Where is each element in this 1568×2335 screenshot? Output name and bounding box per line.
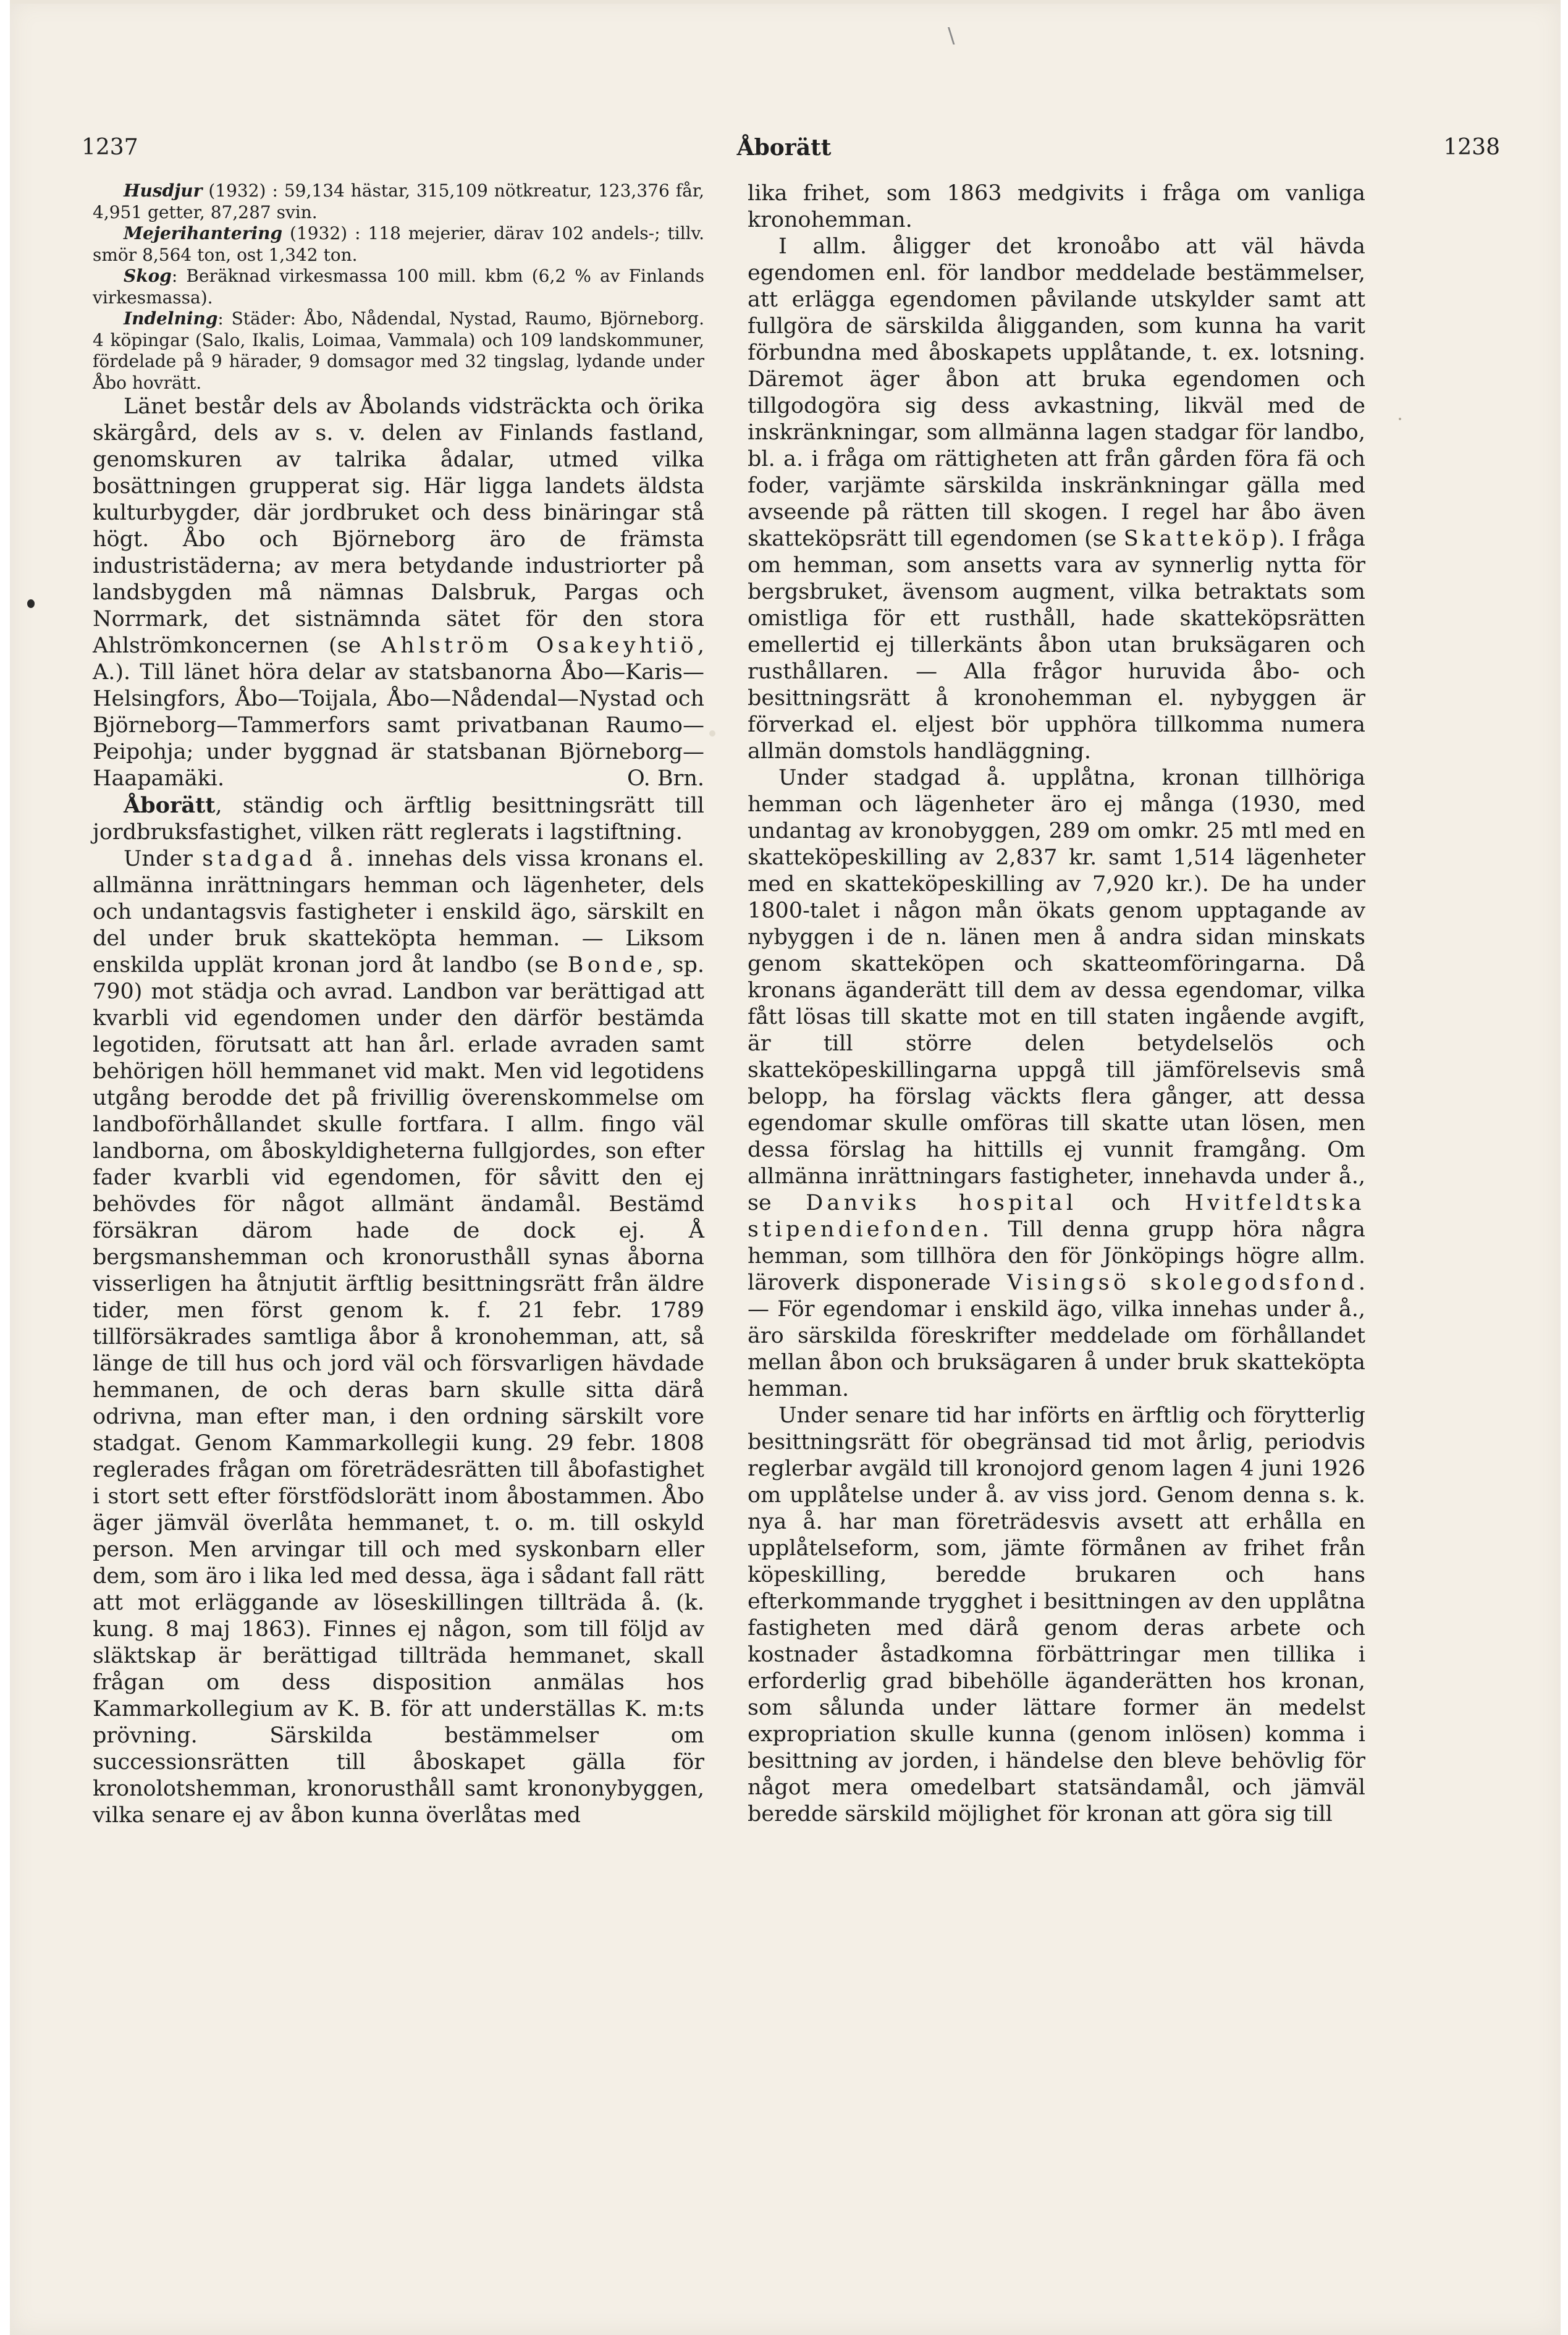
stat-text: : Beräknad virkesmassa 100 mill. kbm (6,2 % av Finlands virkesmassa). bbox=[93, 266, 704, 308]
page-number-right: 1238 bbox=[1443, 135, 1500, 160]
text-run: . — För egendomar i enskild ägo, vilka innehas under å., äro särskilda föreskrifter meddelade om förhållandet mellan åbon och bruksägaren å under bruk skatteköpta hemman. bbox=[748, 1270, 1365, 1401]
text-run: Under stadgad å. upplåtna, kronan tillhöriga hemman och lägenheter äro ej många (1930, med undantag av kronobyggen, 289 om omkr. 25 mtl med en skatteköpeskilling av 2,837 kr. samt 1,514 lägenheter med en skatteköpeskilling av 7,920 kr.). De ha under 1800-talet i någon mån ökats genom upptagande av nybyggen i de n. länen men å andra sidan minskats genom skatteköpen och skatteomföringarna. Då kronans äganderätt till dem av dessa egendomar, vilka fått lösas till skatte mot en till staten ingående avgift, är till större delen betydelselös och skatteköpeskillingarna uppgå till jämförelsevis små belopp, ha förslag väckts flera gånger, att dessa egendomar skulle omföras till skatte utan lösen, men dessa förslag ha hittills ej vunnit framgång. Om allmänna inrättningars fastigheter, innehavda under å., se bbox=[748, 766, 1365, 1215]
stat-term: Husdjur bbox=[124, 180, 203, 201]
text-run: och bbox=[1077, 1191, 1185, 1215]
paragraph-new-tenure: Under senare tid har införts en ärftlig och förytterlig besittningsrätt för obegränsad tid mot årlig, periodvis reglerbar avgäld till kronojord genom lagen 4 juni 1926 om upplåtelse under å. av viss jord. Genom denna s. k. nya å. har man företrädesvis avsett att erhålla en upplåtelseform, som, jämte förmånen av frihet från köpeskilling, beredde brukaren och hans efterkommande trygghet i besittningen av den upplåtna fastigheten med därå genom deras arbete och kostnader åstadkomna förbättringar men tillika i erforderlig grad bibehölle äganderätten hos kronan, som sålunda under lättare former än medelst expropriation skulle kunna (genom inlösen) komma i besittning av jorden, i händelse den bleve behövlig för något mera omedelbart statsändamål, och jämväl beredde särskild möjlighet för kronan att göra sig till bbox=[748, 1403, 1365, 1826]
stat-entry bbox=[93, 308, 704, 394]
stat-term: Skog bbox=[124, 266, 172, 286]
page-top-edge bbox=[10, 0, 1561, 4]
stat-term: Mejerihantering bbox=[124, 223, 283, 243]
entry-headword-paragraph bbox=[93, 792, 704, 846]
paragraph-stadgad bbox=[93, 846, 704, 1829]
cross-reference-danviks: Danviks hospital bbox=[806, 1191, 1077, 1215]
statistics-block bbox=[93, 180, 704, 394]
text-run: ). I fråga om hemman, som ansetts vara av synnerlig nytta för bergsbruket, ävensom augment, vilka betraktats som omistliga för ett rusthåll, hade skatteköpsrätten emellertid ej tillerkänts åbon utan bruksägaren och rusthållaren. — Alla frågor huruvida åbo- och besittningsrätt å kronohemman el. nybyggen är förverkad el. eljest bör upphöra tillkomma numera allmän domstols handläggning. bbox=[748, 526, 1365, 764]
stat-text: : Städer: Åbo, Nådendal, Nystad, Raumo, Björneborg. 4 köpingar (Salo, Ikalis, Loimaa, Vammala) och 109 landskommuner, fördelade på 9 härader, 9 domsagor med 32 tingslag, lydande under Åbo hovrätt. bbox=[93, 308, 704, 393]
page-number-left: 1237 bbox=[82, 135, 138, 160]
text-run: , ständig och ärftlig besittningsrätt till jordbruksfastighet, vilken rätt reglerats i lagstiftning. bbox=[93, 793, 704, 845]
headword: Åborätt bbox=[124, 793, 216, 818]
paragraph-crown-holdings bbox=[748, 765, 1365, 1403]
paper-speck bbox=[1399, 418, 1401, 420]
author-signature: O. Brn. bbox=[626, 766, 704, 791]
cross-reference-hvitfeldtska: Hvitfeldtska stipendiefonden bbox=[748, 1191, 1365, 1242]
stat-text: (1932) : 59,134 hästar, 315,109 nötkreatur, 123,376 får, 4,951 getter, 87,287 svin. bbox=[93, 180, 704, 222]
paragraph-obligations bbox=[748, 234, 1365, 765]
spaced-term: stadgad å. bbox=[202, 847, 358, 871]
text-run: , A.). Till länet höra delar av statsbanorna Åbo—Karis—Helsingfors, Åbo—Toijala, Åbo—Nådendal—Nystad och Björneborg—Tammerfors samt privatbanan Raumo—Peipohja; under byggnad är statsbanan Björneborg—Haapamäki. bbox=[93, 633, 704, 791]
paper-speck bbox=[709, 730, 715, 737]
running-head: Åborätt bbox=[736, 135, 832, 161]
margin-dot bbox=[27, 599, 35, 608]
cross-reference-bonde: Bonde bbox=[567, 953, 657, 977]
corner-pencil-mark: \ bbox=[948, 23, 955, 48]
stat-entry bbox=[93, 180, 704, 223]
right-column bbox=[748, 180, 1365, 1828]
stat-term: Indelning bbox=[124, 308, 218, 329]
page-header bbox=[0, 135, 1568, 172]
stat-text: (1932) : 118 mejerier, därav 102 andels-; tillv. smör 8,564 ton, ost 1,342 ton. bbox=[93, 223, 704, 265]
text-run: Länet består dels av Åbolands vidsträckta och örika skärgård, dels av s. v. delen av Finlands fastland, genomskuren av talrika ådalar, utmed vilka bosättningen grupperat sig. Här ligga landets äldsta kulturbygder, där jordbruket och dess binäringar stå högt. Åbo och Björneborg äro de främsta industristäderna; av mera betydande industriorter på landsbygden må nämnas Dalsbruk, Pargas och Norrmark, det sistnämnda sätet för den stora Ahlströmkoncernen (se bbox=[93, 394, 704, 658]
stat-entry bbox=[93, 223, 704, 266]
text-run: , sp. 790) mot städja och avrad. Landbon var berättigad att kvarbli vid egendomen under den därför bestämda legotiden, förutsatt att han årl. erlade avraden samt behörigen höll hemmanet vid makt. Men vid legotidens utgång berodde det på frivillig överenskommelse om landboförhållandet skulle fortfara. I allm. fingo väl landborna, om åboskyldigheterna fullgjordes, son efter fader kvarbli vid egendomen, för såvitt den ej behövdes för något allmänt ändamål. Bestämd försäkran därom hade de dock ej. Å bergsmanshemman och kronorusthåll synas åborna visserligen ha åtnjutit ärftlig besittningsrätt från äldre tider, men först genom k. f. 21 febr. 1789 tillförsäkrades samtliga åbor å kronohemman, att, så länge de till hus och jord väl och försvarligen hävdade hemmanen, de och deras barn skulle sitta därå odrivna, man efter man, i den ordning särskilt vore stadgat. Genom Kammarkollegii kung. 29 febr. 1808 reglerades frågan om företrädesrätten till åbofastighet i stort sett efter förstfödslorätt inom åbostammen. Åbo äger jämväl överlåta hemmanet, t. o. m. till oskyld person. Men arvingar till och med syskonbarn eller dem, som äro i lika led med dessa, äga i sådant fall rätt att mot erläggande av löseskillingen tillträda å. (k. kung. 8 maj 1863). Finnes ej någon, som till följd av släktskap är berättigad tillträda hemmanet, skall frågan om dess disposition anmälas hos Kammarkollegium av K. B. för att underställas K. m:ts prövning. Särskilda bestämmelser om successionsrätten till åboskapet gälla för kronolotshemman, kronorusthåll samt krononybyggen, vilka senare ej av åbon kunna överlåtas med bbox=[93, 953, 705, 1828]
cross-reference-ahlstrom: Ahlström Osakeyhtiö bbox=[381, 633, 698, 658]
cross-reference-visingso: Visingsö skolegodsfond bbox=[1006, 1270, 1359, 1295]
left-column bbox=[93, 180, 704, 1829]
text-run: I allm. åligger det kronoåbo att väl hävda egendomen enl. för landbor meddelade bestämmelser, att erlägga egendomen påvilande utskylder samt att fullgöra de särskilda åligganden, som kunna ha varit förbundna med åboskapets upplåtande, t. ex. lotsning. Däremot äger åbon att bruka egendomen och tillgodogöra sig dess avkastning, likväl med de inskränkningar, som allmänna lagen stadgar för landbo, bl. a. i fråga om rättigheten att från gården föra fä och foder, varjämte särskilda inskränkningar gälla med avseende på rätten till skogen. I regel har åbo även skatteköpsrätt till egendomen (se bbox=[748, 234, 1365, 551]
text-run: innehas dels vissa kronans el. allmänna inrättningars hemman och lägenheter, dels och undantagsvis fastigheter i enskild ägo, särskilt en del under bruk skatteköpta hemman. — Liksom enskilda upplät kronan jord åt landbo (se bbox=[93, 847, 705, 977]
stat-entry bbox=[93, 266, 704, 308]
cross-reference-skattekop: Skatteköp bbox=[1123, 526, 1270, 551]
text-run: Under bbox=[124, 847, 203, 871]
paragraph-lanet bbox=[93, 394, 704, 792]
text-run: . Till denna grupp höra några hemman, som tillhöra den för Jönköpings högre allm. läroverk disponerade bbox=[748, 1217, 1365, 1295]
paragraph-continuation: lika frihet, som 1863 medgivits i fråga om vanliga kronohemman. bbox=[748, 181, 1365, 232]
